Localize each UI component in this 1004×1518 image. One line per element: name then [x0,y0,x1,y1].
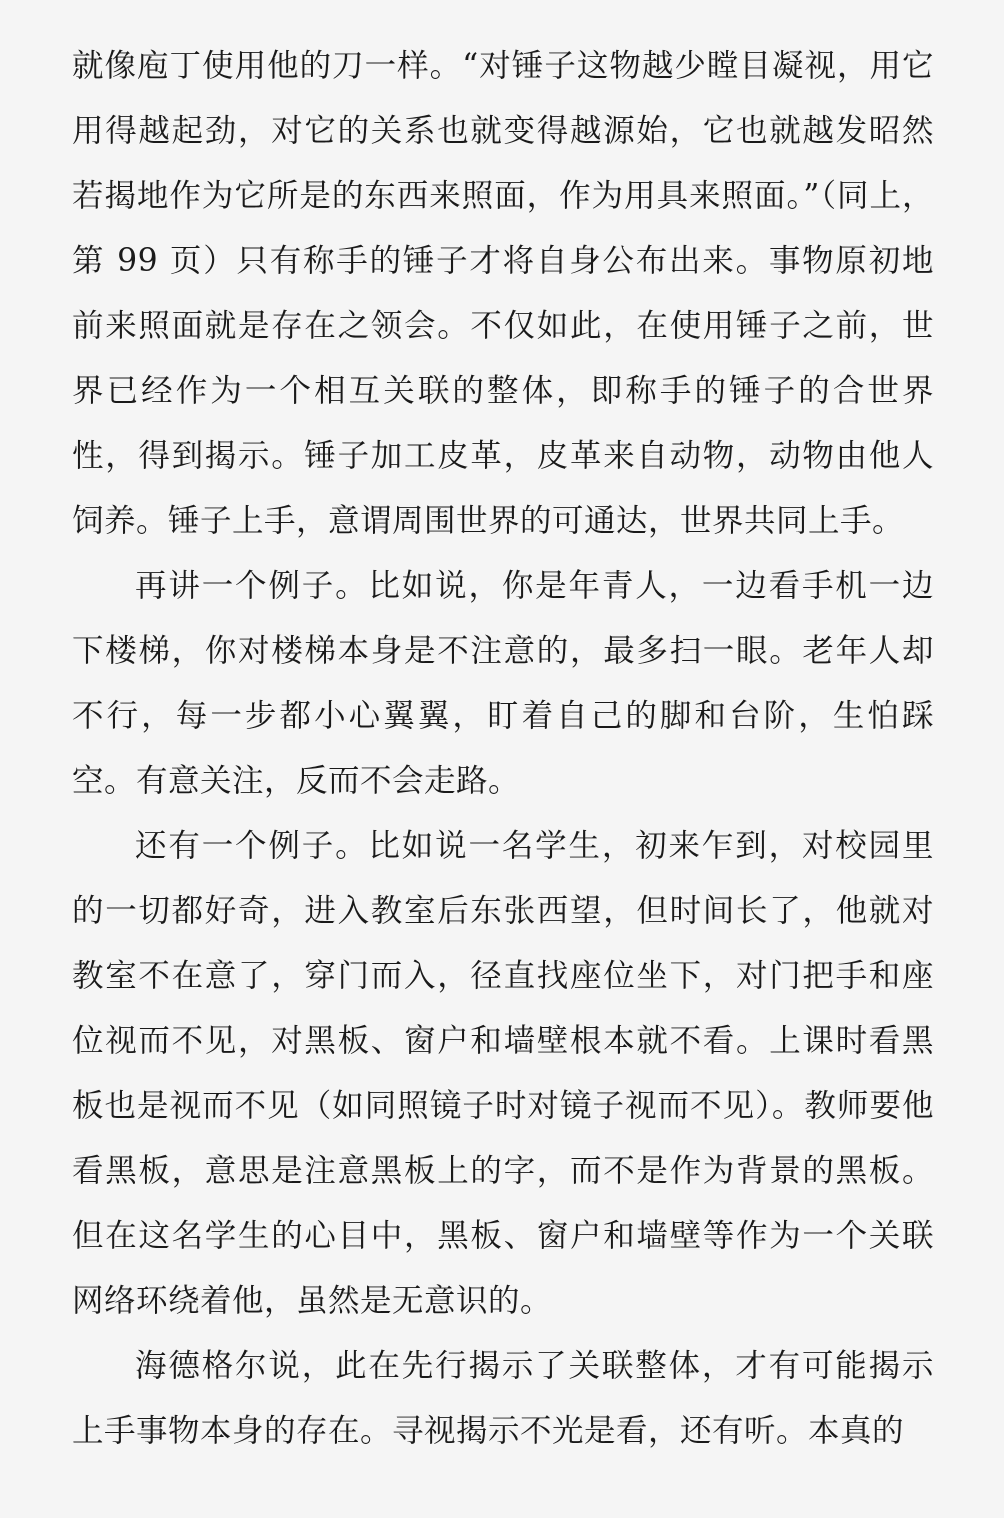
paragraph-4: 海德格尔说，此在先行揭示了关联整体，才有可能揭示上手事物本身的存在。寻视揭示不光是看，还有听。本真的 [72,1348,934,1449]
paragraph-2: 再讲一个例子。比如说，你是年青人，一边看手机一边下楼梯，你对楼梯本身是不注意的，最多扫一眼。老年人却不行，每一步都小心翼翼，盯着自己的脚和台阶，生怕踩空。有意关注，反而不会走路。 [72,568,934,799]
paragraph-3: 还有一个例子。比如说一名学生，初来乍到，对校园里的一切都好奇，进入教室后东张西望，但时间长了，他就对教室不在意了，穿门而入，径直找座位坐下，对门把手和座位视而不见，对黑板、窗户和墙壁根本就不看。上课时看黑板也是视而不见（如同照镜子时对镜子视而不见）。教师要他看黑板，意思是注意黑板上的字，而不是作为背景的黑板。但在这名学生的心目中，黑板、窗户和墙壁等作为一个关联网络环绕着他，虽然是无意识的。 [72,828,934,1319]
paragraph-1: 就像庖丁使用他的刀一样。“对锤子这物越少瞠目凝视，用它用得越起劲，对它的关系也就变得越源始，它也就越发昭然若揭地作为它所是的东西来照面，作为用具来照面。”（同上，第 99 页）只有称手的锤子才将自身公布出来。事物原初地前来照面就是存在之领会。不仅如此，在使用锤子之前，世界已经作为一个相互关联的整体，即称手的锤子的合世界性，得到揭示。锤子加工皮革，皮革来自动物，动物由他人饲养。锤子上手，意谓周围世界的可通达，世界共同上手。 [72,48,934,539]
